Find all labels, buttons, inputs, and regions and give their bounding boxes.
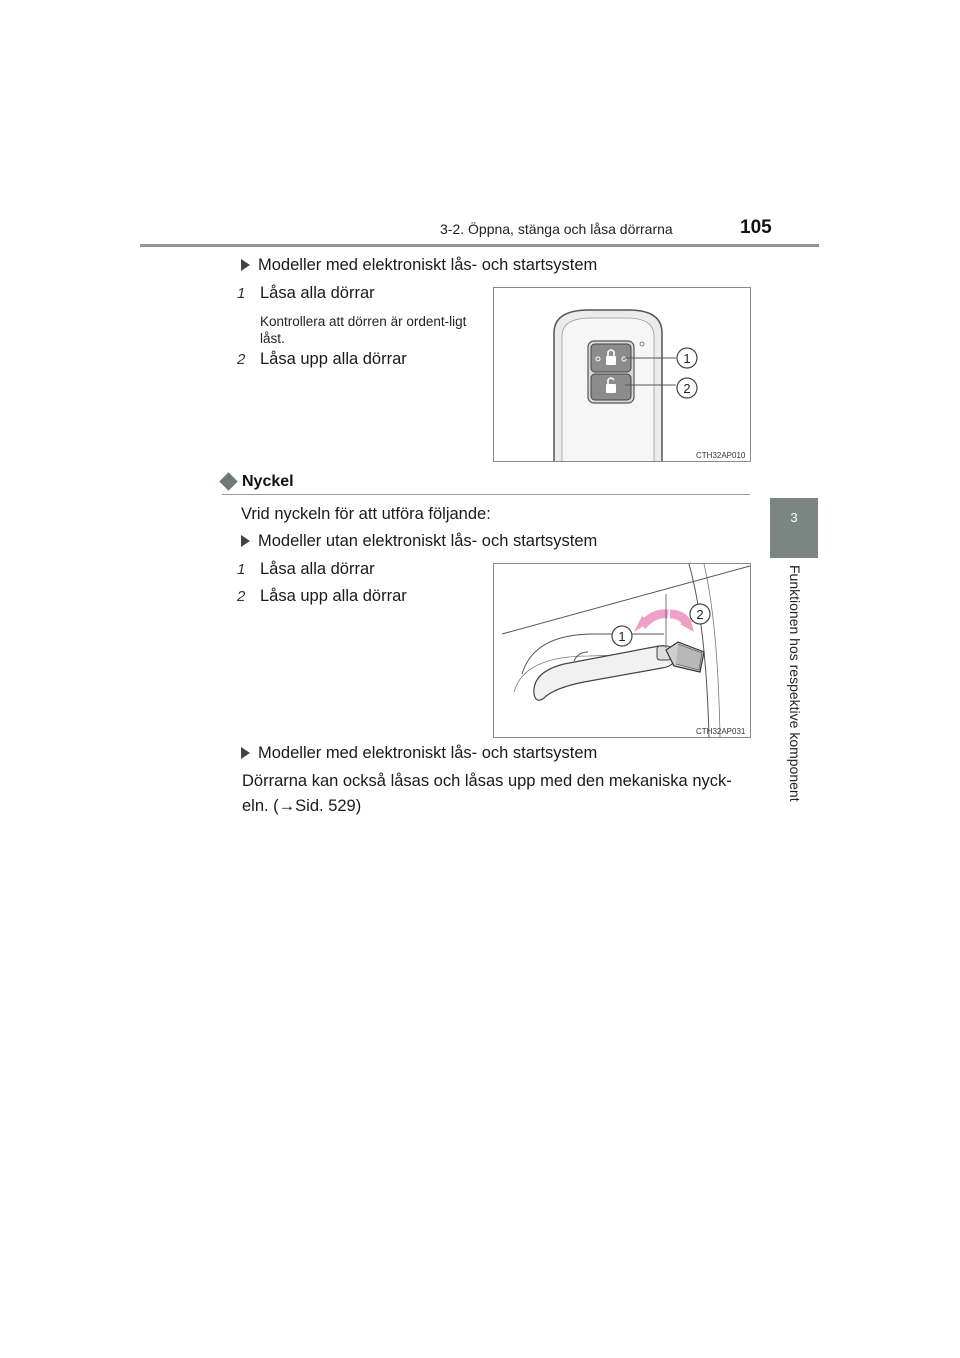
triangle-bullet-icon <box>241 747 250 759</box>
item-note: Kontrollera att dörren är ordent-ligt låst. <box>260 314 467 346</box>
subheading-no-electronic-system: Modeller utan elektroniskt lås- och startsystem <box>241 532 597 551</box>
figure-mechanical-key <box>493 563 751 738</box>
item-unlock-all-doors: Låsa upp alla dörrar <box>260 587 407 605</box>
chapter-tab <box>770 498 818 558</box>
header-rule <box>140 244 819 247</box>
callout-1: 1 <box>618 629 626 644</box>
figure-code: CTH32AP010 <box>696 451 746 460</box>
chapter-number: 3 <box>790 510 798 525</box>
item-unlock-all-doors: Låsa upp alla dörrar <box>260 350 407 368</box>
section-title-key: Nyckel <box>242 473 294 490</box>
section-rule <box>222 494 750 495</box>
callout-1: 1 <box>683 351 691 366</box>
chapter-label: Funktionen hos respektive komponent <box>787 565 803 802</box>
subheading-electronic-system: Modeller med elektroniskt lås- och startsystem <box>241 256 597 275</box>
door-key-illustration <box>494 564 750 737</box>
item-lock-all-doors: Låsa alla dörrar <box>260 560 375 578</box>
item-number: 1 <box>237 285 246 302</box>
intro-text: Vrid nyckeln för att utföra följande: <box>241 505 491 523</box>
item-lock-all-doors: Låsa alla dörrar <box>260 284 375 302</box>
figure-smart-key <box>493 287 751 462</box>
page-number: 105 <box>740 217 772 238</box>
item-number: 2 <box>237 588 246 605</box>
rotate-left-arrow-icon <box>634 614 668 632</box>
triangle-bullet-icon <box>241 259 250 271</box>
item-number: 2 <box>237 351 246 368</box>
paragraph-line-2: eln. (→Sid. 529) <box>242 797 362 815</box>
callout-2: 2 <box>696 607 704 622</box>
callout-2: 2 <box>683 381 691 396</box>
triangle-bullet-icon <box>241 535 250 547</box>
smart-key-illustration <box>494 288 750 461</box>
header-title: 3-2. Öppna, stänga och låsa dörrarna <box>440 221 673 237</box>
paragraph-line-1: Dörrarna kan också låsas och låsas upp med den mekaniska nyck- <box>242 772 732 790</box>
item-number: 1 <box>237 561 246 578</box>
subheading-electronic-system-2: Modeller med elektroniskt lås- och startsystem <box>241 744 597 763</box>
figure-code: CTH32AP031 <box>696 727 746 736</box>
diamond-bullet-icon <box>219 472 237 490</box>
